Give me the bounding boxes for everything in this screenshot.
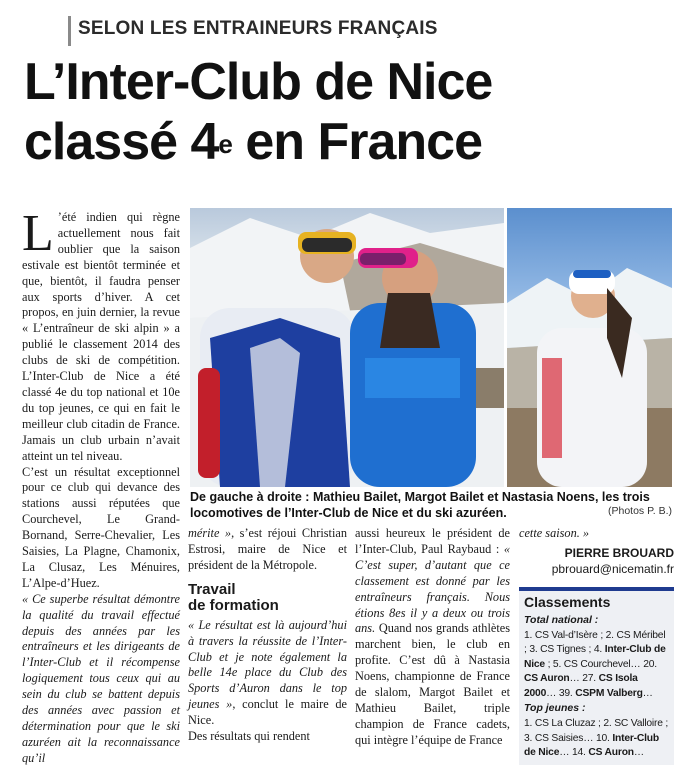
paragraph-1-text: ’été indien qui règne actuellement nous fait oublier que la saison estivale est bientôt terminée et que, bientôt, il faudra penser aux sports d’hiver. A cet propos, en juin dernier, la revue « L’entraîneur de ski alpin » a publié le classement 2014 des clubs de ski de compétition. L’Inter-Club de Nice a été classé 4e du top national et 10e du top jeunes, ce qui en fait le meilleur club citadin de France. Jamais un club urbain n’avait atteint un tel niveau.: [22, 210, 180, 463]
paragraph-5: [188, 618, 347, 729]
paragraph-3: « Ce superbe résultat démontre la qualité du travail effectué depuis des années par les entraîneurs et les dirigeants de l’Inter-Club et il récompense logiquement tous ceux qui au sein du club se battent depuis des années avec passion et détermination pour que le ski azuréen ait la reconnaissance qu’il: [22, 591, 180, 765]
jeunes-label: Top jeunes :: [524, 702, 586, 715]
subheading: [188, 582, 347, 614]
subheading-line2: de formation: [188, 596, 279, 614]
photo-athletes: [190, 208, 504, 487]
article-column-1: [22, 205, 180, 767]
national-label: Total national :: [524, 613, 599, 626]
quote-president: « C’est super, d’autant que ce classement est donné par les entraîneurs français. Nous étions 8es il y a deux ou trois ans.: [355, 541, 510, 636]
headline-line2: [24, 112, 674, 172]
paragraph-4-text: , s’est réjoui Christian Estrosi, maire de Nice et président de la Métropole.: [188, 526, 347, 572]
headline-superscript: e: [218, 129, 232, 159]
paragraph-2: C’est un résultat exceptionnel pour ce club qui devance des stations aussi réputées que Courchevel, Le Grand-Bornand, Serre-Chevalier, Les Saisies, La Plagne, Chamonix, La Clusaz, Les Ménuires, L’Alpe-d’Huez.: [22, 464, 180, 590]
rankings-title: Classements: [524, 593, 611, 610]
author-signature: PIERRE BROUARD: [564, 545, 674, 560]
headline-line2-post: en France: [231, 113, 482, 171]
subheading-line1: Travail: [188, 580, 236, 598]
photo-credit: (Photos P. B.): [607, 505, 672, 517]
national-ranking: 1. CS Val-d’Isère ; 2. CS Méribel ; 3. CS Tignes ; 4. Inter-Club de Nice ; 5. CS Courchevel… 20. CS Auron… 27. CS Isola 2000… 39. CSPM Valberg…: [524, 629, 666, 699]
rankings-box: [519, 587, 674, 765]
quote-mayor: « Le résultat est là aujourd’hui à travers la réussite de l’Inter-Club et je note également la belle 14e place du Club des Sports d’Auron dans le top jeunes »: [188, 617, 347, 712]
paragraph-5-text: , conclut le maire de Nice.: [188, 697, 348, 728]
drop-cap: L: [22, 205, 54, 262]
headline-line2-pre: classé 4: [24, 113, 219, 171]
paragraph-7-rest: Quand nos grands athlètes marchent bien, le club en profite. C’est dû à Nastasia Noens, championne de France de slalom, Margot Bailet et Mathieu Bailet, triple champion de France cadets, qui intègre l’équipe de France: [355, 621, 510, 747]
article-column-3: [355, 526, 510, 749]
headline: [24, 52, 674, 172]
kicker: SELON LES ENTRAINEURS FRANÇAIS: [78, 18, 438, 39]
photo-caption: De gauche à droite : Mathieu Bailet, Margot Bailet et Nastasia Noens, les trois locomotives de l’Inter-Club de Nice et du ski azuréen.: [190, 490, 650, 520]
paragraph-1: [22, 205, 180, 465]
quote-end: mérite »: [188, 526, 232, 540]
jeunes-ranking: 1. CS La Cluzaz ; 2. SC Valloire ; 3. CS Saisies… 10. Inter-Club de Nice… 14. CS Auron…: [524, 718, 669, 759]
paragraph-7-text: aussi heureux le président de l’Inter-Club, Paul Raybaud :: [355, 526, 510, 556]
kicker-bar: [68, 16, 71, 46]
photo-nastasia: [507, 208, 672, 487]
paragraph-7: [355, 526, 510, 749]
paragraph-4: [188, 526, 347, 574]
article-column-2: [188, 526, 347, 745]
article-column-4: [519, 526, 674, 765]
paragraph-6: Des résultats qui rendent: [188, 729, 310, 744]
quote-close: cette saison. »: [519, 526, 590, 540]
headline-line1: L’Inter-Club de Nice: [24, 53, 493, 111]
author-email: pbrouard@nicematin.fr: [551, 561, 674, 576]
